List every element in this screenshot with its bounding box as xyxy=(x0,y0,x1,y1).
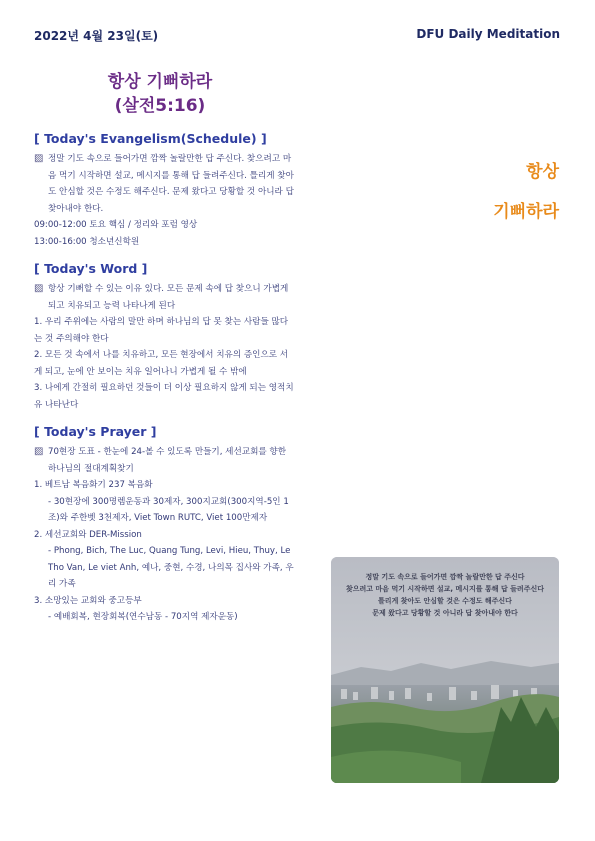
word-item: 1. 우리 주위에는 사람의 말만 하며 하나님의 답 못 찾는 사람들 많다는 것 주의해야 한다 xyxy=(34,317,289,344)
side-title-line-2: 기뻐하라 xyxy=(493,202,559,222)
word-section xyxy=(34,260,294,413)
hatched-square-icon: ▨ xyxy=(34,446,44,457)
city-landscape-photo xyxy=(331,557,559,783)
photo-caption-line: 틀리게 찾아도 안심할 것은 수정도 해주신다 xyxy=(378,597,512,605)
meditation-content xyxy=(34,130,294,636)
prayer-item: 2. 세선교회와 DER-Mission xyxy=(34,529,142,540)
evangelism-section xyxy=(34,130,294,250)
evangelism-paragraph xyxy=(34,151,294,217)
prayer-subitem: - Phong, Bich, The Luc, Quang Tung, Levi, Hieu, Thuy, Le Tho Van, Le viet Anh, 예나, 중현, 수경, 나의목 집사와 가족, 우리 가족 xyxy=(48,546,294,589)
prayer-item: 1. 베트남 복음화기 237 복음화 xyxy=(34,480,153,490)
hatched-square-icon: ▨ xyxy=(34,283,44,294)
page-title xyxy=(60,70,260,118)
prayer-item: 3. 소망있는 교회와 중고등부 xyxy=(34,595,142,606)
brand-label: DFU Daily Meditation xyxy=(416,27,560,41)
schedule-item: 09:00-12:00 토요 핵심 / 정리와 포럼 영상 xyxy=(34,220,198,230)
word-paragraph xyxy=(34,281,294,314)
word-item: 3. 나에게 간절히 필요하던 것들이 더 이상 필요하지 않게 되는 영적치유 나타난다 xyxy=(34,383,294,410)
prayer-subitem: - 예배회복, 현장회복(연수남동 - 70지역 제자운동) xyxy=(48,612,238,622)
word-heading: [ Today's Word ] xyxy=(34,261,148,276)
title-reference: (살전5:16) xyxy=(114,96,206,116)
prayer-section xyxy=(34,423,294,626)
prayer-subitem: - 30현장에 300명렘운동과 30제자, 300지교회(300지역-5인 1조)와 주한벳 3천제자, Viet Town RUTC, Viet 100만제자 xyxy=(48,496,289,523)
photo-caption-line: 문제 왔다고 당황할 것 아니라 답 찾아내야 한다 xyxy=(372,609,518,617)
prayer-paragraph xyxy=(34,444,294,477)
photo-caption xyxy=(331,571,559,619)
date-label: 2022년 4월 23일(토) xyxy=(34,29,159,43)
photo-caption-line: 정말 기도 속으로 들어가면 깜짝 놀랄만한 답 주신다 xyxy=(365,573,525,581)
word-item: 2. 모든 것 속에서 나를 치유하고, 모든 현장에서 치유의 증인으로 서게 되고, 눈에 안 보이는 치유 일어나니 가볍게 될 수 밖에 xyxy=(34,350,289,377)
side-title-line-1: 항상 xyxy=(526,162,559,182)
hatched-square-icon: ▨ xyxy=(34,153,44,164)
side-title xyxy=(493,152,559,232)
prayer-heading: [ Today's Prayer ] xyxy=(34,424,157,439)
word-body: 항상 기뻐할 수 있는 이유 있다. 모든 문제 속에 답 찾으니 가볍게 되고 치유되고 능력 나타나게 된다 xyxy=(48,284,289,311)
photo-caption-line: 찾으려고 마음 먹기 시작하면 설교, 메시지를 통해 답 들려주신다 xyxy=(346,585,544,593)
schedule-item: 13:00-16:00 청소년신학원 xyxy=(34,236,140,247)
prayer-body: 70현장 도표 - 한눈에 24-볼 수 있도록 만들기, 세선교회를 향한 하나님의 절대계획찾기 xyxy=(48,447,287,474)
evangelism-heading: [ Today's Evangelism(Schedule) ] xyxy=(34,131,267,146)
evangelism-body: 정말 기도 속으로 들어가면 깜짝 놀랄만한 답 주신다. 찾으려고 마음 먹기 시작하면 설교, 메시지를 통해 답 들려주신다. 틀리게 찾아도 안심할 것은 수정도 해주신다. 문제 왔다고 당황할 것 아니라 답 찾아내야 한다. xyxy=(48,154,294,214)
title-line-1: 항상 기뻐하라 xyxy=(107,72,213,92)
